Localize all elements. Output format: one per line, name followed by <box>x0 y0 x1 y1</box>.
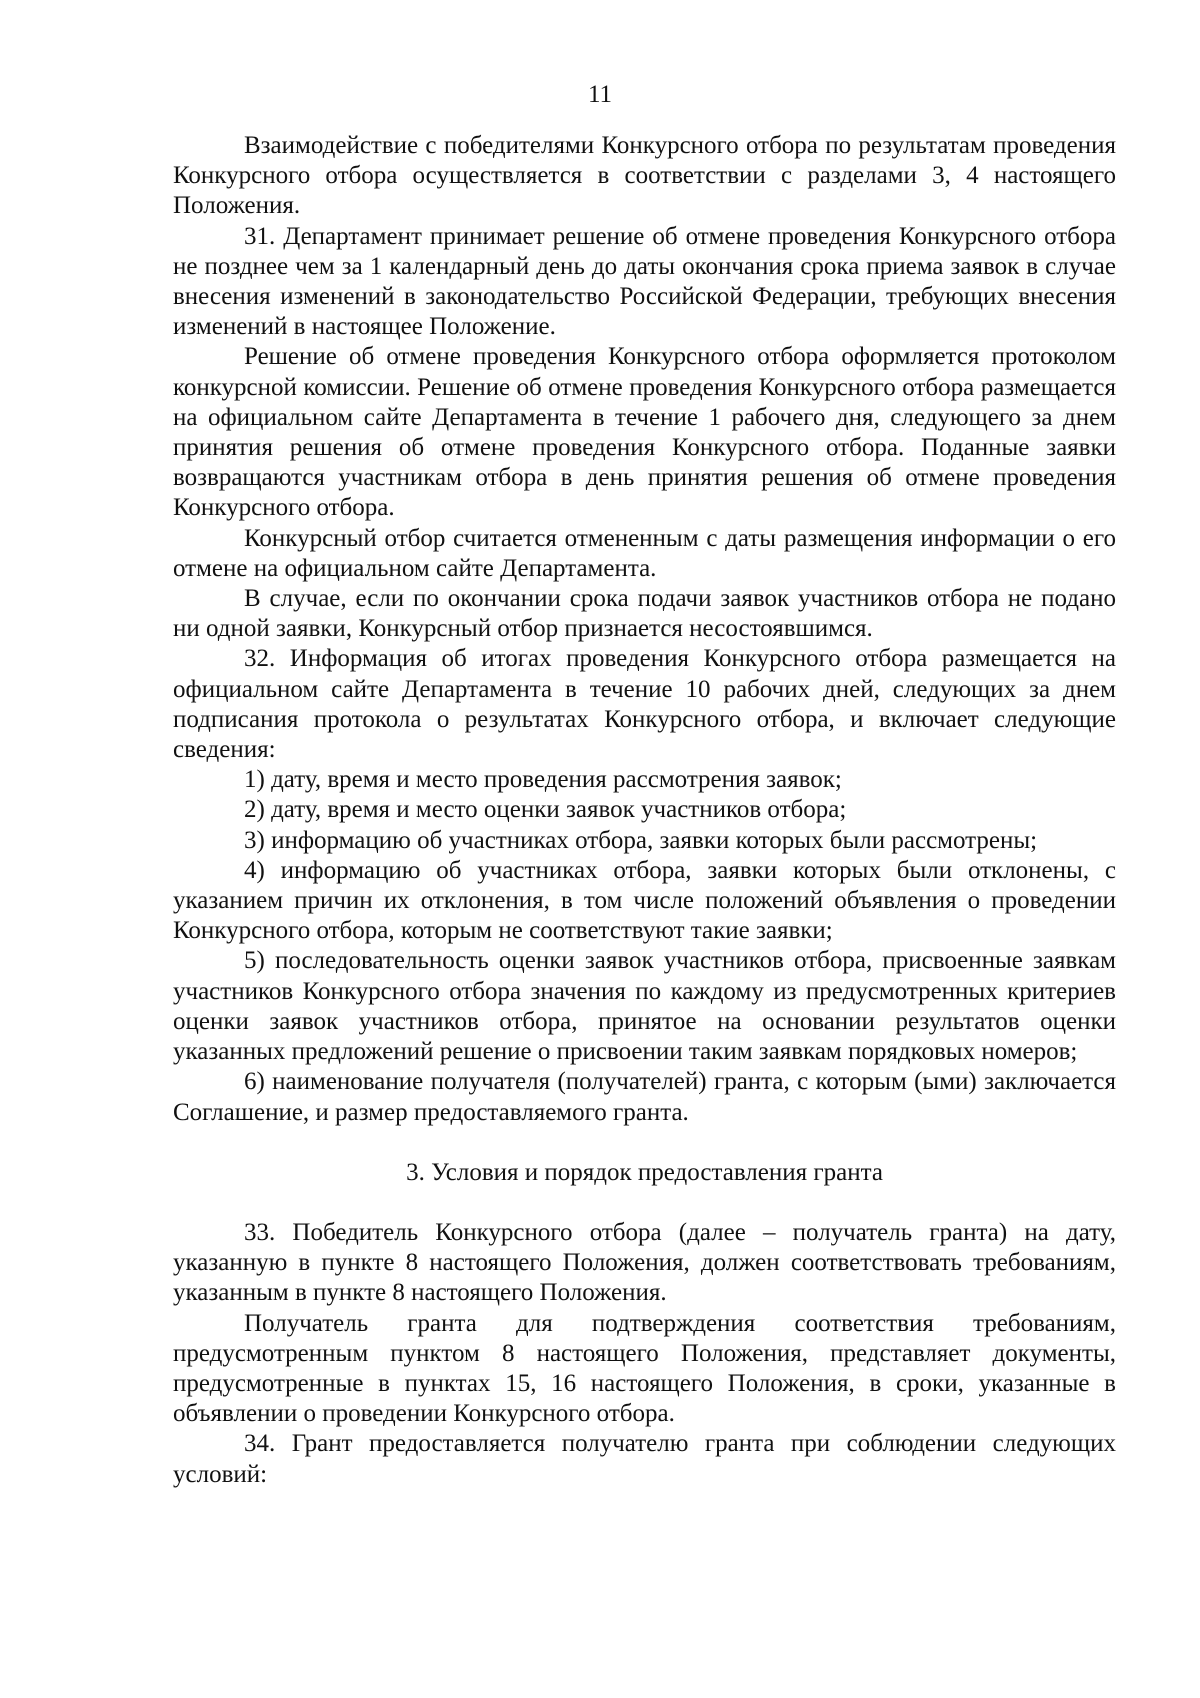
list-item-1: 1) дату, время и место проведения рассмотрения заявок; <box>244 766 842 794</box>
paragraph-cancellation-protocol: Решение об отмене проведения Конкурсного отбора оформляется протоколом конкурсной комиссии. Решение об отмене проведения Конкурсного отбора размещается на официальном сайте Департамента в течение 1 рабочего дня, следующего за днем принятия решения об отмене проведения Конкурсного отбора. Поданные заявки возвращаются участникам отбора в день принятия решения об отмене проведения Конкурсного отбора. <box>173 343 1116 522</box>
paragraph-31-cancellation: 31. Департамент принимает решение об отмене проведения Конкурсного отбора не позднее чем за 1 календарный день до даты окончания срока приема заявок в случае внесения изменений в законодательство Российской Федерации, требующих внесения изменений в настоящее Положение. <box>173 222 1116 341</box>
paragraph-33-winner: 33. Победитель Конкурсного отбора (далее – получатель гранта) на дату, указанную в пункте 8 настоящего Положения, должен соответствовать требованиям, указанным в пункте 8 настоящего Положения. <box>173 1218 1116 1307</box>
list-item-6: 6) наименование получателя (получателей) гранта, с которым (ыми) заключается Соглашение, и размер предоставляемого гранта. <box>173 1068 1116 1126</box>
paragraph-no-applications: В случае, если по окончании срока подачи заявок участников отбора не подано ни одной заявки, Конкурсный отбор признается несостоявшимся. <box>173 585 1116 643</box>
paragraph-32-results-info: 32. Информация об итогах проведения Конкурсного отбора размещается на официальном сайте Департамента в течение 10 рабочих дней, следующих за днем подписания протокола о результатах Конкурсного отбора, и включает следующие сведения: <box>173 645 1116 764</box>
paragraph-cancelled-date: Конкурсный отбор считается отмененным с даты размещения информации о его отмене на официальном сайте Департамента. <box>173 524 1116 582</box>
list-item-2: 2) дату, время и место оценки заявок участников отбора; <box>244 796 847 824</box>
list-item-4: 4) информацию об участниках отбора, заявки которых были отклонены, с указанием причин их отклонения, в том числе положений объявления о проведении Конкурсного отбора, которым не соответствуют такие заявки; <box>173 856 1116 945</box>
paragraph-interaction-with-winners: Взаимодействие с победителями Конкурсного отбора по результатам проведения Конкурсного отбора осуществляется в соответствии с разделами 3, 4 настоящего Положения. <box>173 132 1116 220</box>
list-item-5: 5) последовательность оценки заявок участников отбора, присвоенные заявкам участников Конкурсного отбора значения по каждому из предусмотренных критериев оценки заявок участников отбора, принятое на основании результатов оценки указанных предложений решение о присвоении таким заявкам порядковых номеров; <box>173 947 1116 1066</box>
list-item-3: 3) информацию об участниках отбора, заявки которых были рассмотрены; <box>244 826 1038 854</box>
document-body <box>173 131 1116 1490</box>
paragraph-34-conditions: 34. Грант предоставляется получателю гранта при соблюдении следующих условий: <box>173 1430 1116 1488</box>
paragraph-documents: Получатель гранта для подтверждения соответствия требованиям, предусмотренным пунктом 8 настоящего Положения, представляет документы, предусмотренные в пунктах 15, 16 настоящего Положения, в сроки, указанные в объявлении о проведении Конкурсного отбора. <box>173 1309 1116 1428</box>
page-number: 11 <box>587 81 613 108</box>
section-heading: 3. Условия и порядок предоставления гранта <box>406 1158 883 1186</box>
